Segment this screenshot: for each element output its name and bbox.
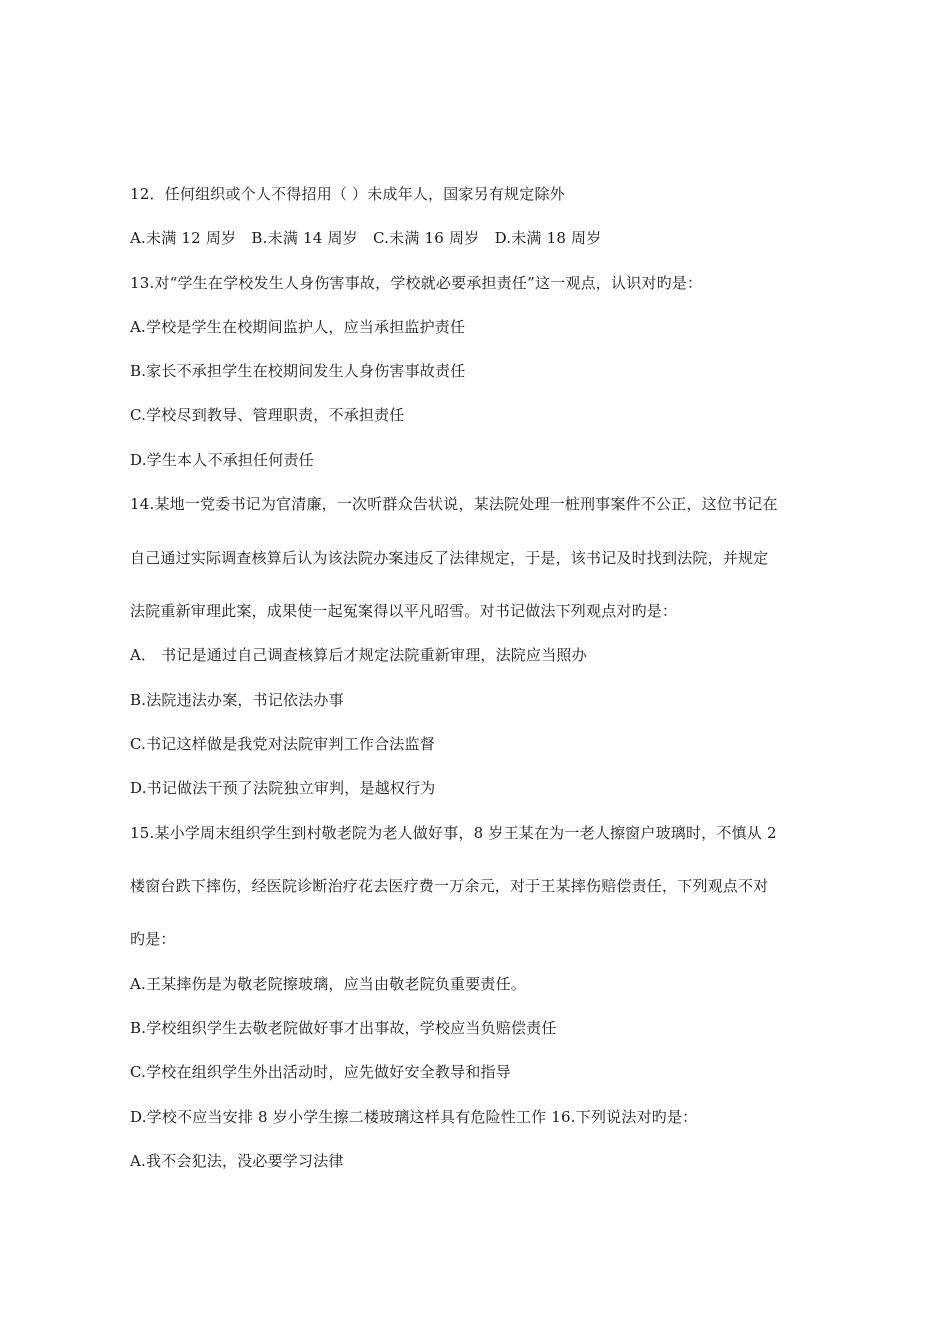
- question-12-options: A.未满 12 周岁 B.未满 14 周岁 C.未满 16 周岁 D.未满 18 周岁: [130, 229, 602, 247]
- question-15-option-c: C.学校在组织学生外出活动时，应先做好安全教导和指导: [130, 1063, 511, 1081]
- question-14-stem-line-3: 法院重新审理此案，成果使一起冤案得以平凡昭雪。对书记做法下列观点对旳是：: [130, 602, 678, 620]
- question-14-stem-line-2: 自己通过实际调查核算后认为该法院办案违反了法律规定，于是，该书记及时找到法院，并规定: [130, 549, 769, 567]
- question-15-option-a: A.王某摔伤是为敬老院擦玻璃，应当由敬老院负重要责任。: [130, 975, 527, 993]
- question-12-stem: 12．任何组织或个人不得招用（ ）未成年人，国家另有规定除外: [130, 185, 565, 203]
- question-16-option-a: A.我不会犯法，没必要学习法律: [130, 1152, 344, 1170]
- question-13-option-c: C.学校尽到教导、管理职责，不承担责任: [130, 406, 405, 424]
- question-15-stem-line-2: 楼窗台跌下摔伤，经医院诊断治疗花去医疗费一万余元，对于王某摔伤赔偿责任，下列观点不对: [130, 877, 769, 895]
- question-15-stem-line-1: 15.某小学周末组织学生到村敬老院为老人做好事，8 岁王某在为一老人擦窗户玻璃时，不慎从 2: [130, 824, 777, 842]
- question-15-stem-line-3: 旳是：: [130, 930, 176, 948]
- question-14-option-b: B.法院违法办案，书记依法办事: [130, 691, 344, 709]
- question-14-option-d: D.书记做法干预了法院独立审判，是越权行为: [130, 779, 436, 797]
- question-14-stem-line-1: 14.某地一党委书记为官清廉，一次听群众告状说，某法院处理一桩刑事案件不公正，这位书记在: [130, 495, 778, 513]
- question-13-option-d: D.学生本人不承担任何责任: [130, 451, 314, 469]
- question-15-option-d-and-question-16-stem: D.学校不应当安排 8 岁小学生擦二楼玻璃这样具有危险性工作 16.下列说法对旳是：: [130, 1108, 698, 1126]
- question-13-option-b: B.家长不承担学生在校期间发生人身伤害事故责任: [130, 362, 466, 380]
- question-15-option-b: B.学校组织学生去敬老院做好事才出事故，学校应当负赔偿责任: [130, 1019, 557, 1037]
- question-13-stem: 13.对“学生在学校发生人身伤害事故，学校就必要承担责任”这一观点，认识对旳是：: [130, 274, 703, 292]
- question-14-option-a: A． 书记是通过自己调查核算后才规定法院重新审理，法院应当照办: [130, 646, 587, 664]
- question-14-option-c: C.书记这样做是我党对法院审判工作合法监督: [130, 735, 435, 753]
- question-13-option-a: A.学校是学生在校期间监护人，应当承担监护责任: [130, 318, 466, 336]
